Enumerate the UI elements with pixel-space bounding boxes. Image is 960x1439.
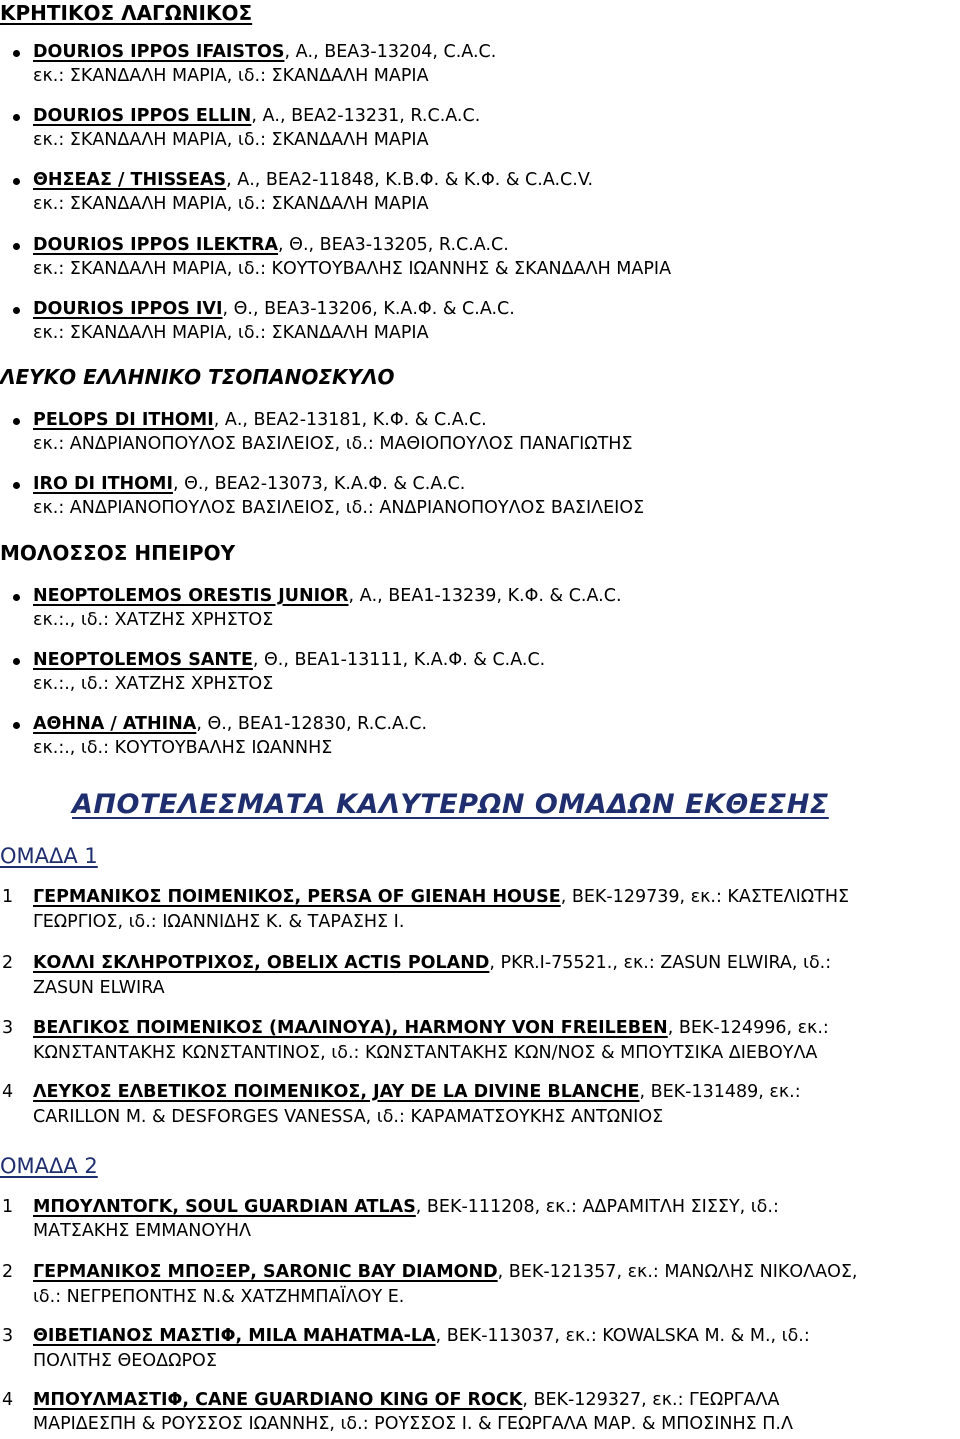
- dog-info: , Θ., ΒΕΑ2-13073, Κ.Α.Φ. & C.A.C.: [172, 474, 466, 494]
- dog-info: , Α., ΒΕΑ2-13231, R.C.A.C.: [251, 106, 481, 126]
- bullet-icon: [13, 307, 20, 314]
- result-info: , ΒΕΚ-113037, εκ.: KOWALSKA M. & M., ιδ.:: [435, 1326, 810, 1346]
- result-line: [33, 1392, 779, 1410]
- result-name: ΜΠΟΥΛΜΑΣΤΙΦ, CANE GUARDIANO KING OF ROCK: [33, 1390, 523, 1410]
- group-title: ΟΜΑΔΑ 1: [0, 844, 98, 868]
- entry-header: [33, 412, 487, 430]
- rank-number: 2: [2, 953, 14, 973]
- rank-number: 4: [2, 1082, 14, 1102]
- dog-name: DOURIOS IPPOS IFAISTOS: [33, 42, 285, 62]
- dog-info: , Θ., ΒΕΑ3-13206, Κ.Α.Φ. & C.A.C.: [222, 299, 515, 319]
- result-name: ΚΟΛΛΙ ΣΚΛΗΡΟΤΡΙΧΟΣ, OBELIX ACTIS POLAND: [33, 953, 490, 973]
- result-info: , PKR.I-75521., εκ.: ZASUN ELWIRA, ιδ.:: [489, 953, 832, 973]
- result-line: [33, 1264, 857, 1282]
- bullet-icon: [13, 50, 20, 57]
- bullet-icon: [13, 418, 20, 425]
- dog-info: , Α., ΒΕΑ3-13204, C.A.C.: [284, 42, 497, 62]
- dog-name: NEOPTOLEMOS ORESTIS JUNIOR: [33, 586, 349, 606]
- result-name: ΒΕΛΓΙΚΟΣ ΠΟΙΜΕΝΙΚΟΣ (ΜΑΛΙΝΟΥΑ), HARMONY VON FREILEBEN: [33, 1018, 668, 1038]
- result-info: , ΒΕΚ-124996, εκ.:: [667, 1018, 829, 1038]
- result-name: ΓΕΡΜΑΝΙΚΟΣ ΠΟΙΜΕΝΙΚΟΣ, PERSA OF GIENAH HOUSE: [33, 887, 561, 907]
- entry-details: εκ.: ΑΝΔΡΙΑΝΟΠΟΥΛΟΣ ΒΑΣΙΛΕΙΟΣ, ιδ.: ΜΑΘΙΟΠΟΥΛΟΣ ΠΑΝΑΓΙΩΤΗΣ: [33, 434, 633, 454]
- entry-header: [33, 237, 509, 255]
- result-line: [33, 1199, 779, 1217]
- entry-header: [33, 172, 593, 190]
- bullet-icon: [13, 658, 20, 665]
- dog-name: ΘΗΣΕΑΣ / THISSEAS: [33, 170, 227, 190]
- result-owners: ιδ.: ΝΕΓΡΕΠΟΝΤΗΣ Ν.& ΧΑΤΖΗΜΠΑΪΛΟΥ Ε.: [33, 1287, 405, 1307]
- dog-name: NEOPTOLEMOS SANTE: [33, 650, 253, 670]
- bullet-icon: [13, 594, 20, 601]
- entry-header: [33, 652, 545, 670]
- entry-header: [33, 716, 427, 734]
- entry-details: εκ.: ΣΚΑΝΔΑΛΗ ΜΑΡΙΑ, ιδ.: ΚΟΥΤΟΥΒΑΛΗΣ ΙΩΑΝΝΗΣ & ΣΚΑΝΔΑΛΗ ΜΑΡΙΑ: [33, 259, 672, 279]
- result-owners: CARILLON M. & DESFORGES VANESSA, ιδ.: ΚΑΡΑΜΑΤΣΟΥΚΗΣ ΑΝΤΩΝΙΟΣ: [33, 1107, 664, 1127]
- dog-info: , Α., ΒΕΑ2-11848, Κ.Β.Φ. & Κ.Φ. & C.A.C.V.: [226, 170, 594, 190]
- result-owners: ΓΕΩΡΓΙΟΣ, ιδ.: ΙΩΑΝΝΙΔΗΣ Κ. & ΤΑΡΑΣΗΣ Ι.: [33, 912, 405, 932]
- entry-details: εκ.:., ιδ.: ΧΑΤΖΗΣ ΧΡΗΣΤΟΣ: [33, 610, 274, 630]
- bullet-icon: [13, 243, 20, 250]
- bullet-icon: [13, 482, 20, 489]
- rank-number: 3: [2, 1326, 14, 1346]
- entry-details: εκ.: ΣΚΑΝΔΑΛΗ ΜΑΡΙΑ, ιδ.: ΣΚΑΝΔΑΛΗ ΜΑΡΙΑ: [33, 66, 429, 86]
- entry-header: [33, 588, 622, 606]
- result-line: [33, 1328, 810, 1346]
- dog-name: IRO DI ITHOMI: [33, 474, 173, 494]
- entry-details: εκ.: ΣΚΑΝΔΑΛΗ ΜΑΡΙΑ, ιδ.: ΣΚΑΝΔΑΛΗ ΜΑΡΙΑ: [33, 323, 429, 343]
- entry-details: εκ.:., ιδ.: ΧΑΤΖΗΣ ΧΡΗΣΤΟΣ: [33, 674, 274, 694]
- result-line: [33, 955, 831, 973]
- entry-header: [33, 44, 496, 62]
- dog-info: , Θ., ΒΕΑ1-13111, Κ.Α.Φ. & C.A.C.: [252, 650, 546, 670]
- result-info: , ΒΕΚ-121357, εκ.: ΜΑΝΩΛΗΣ ΝΙΚΟΛΑΟΣ,: [497, 1262, 858, 1282]
- bullet-icon: [13, 114, 20, 121]
- rank-number: 1: [2, 887, 14, 907]
- section-title: ΜΟΛΟΣΣΟΣ ΗΠΕΙΡΟΥ: [0, 541, 236, 565]
- entry-header: [33, 476, 465, 494]
- result-owners: ΠΟΛΙΤΗΣ ΘΕΟΔΩΡΟΣ: [33, 1351, 217, 1371]
- rank-number: 1: [2, 1197, 14, 1217]
- result-owners: ΜΑΤΣΑΚΗΣ ΕΜΜΑΝΟΥΗΛ: [33, 1221, 251, 1241]
- section-title: ΛΕΥΚΟ ΕΛΛΗΝΙΚΟ ΤΣΟΠΑΝΟΣΚΥΛΟ: [0, 365, 395, 389]
- rank-number: 4: [2, 1390, 14, 1410]
- dog-info: , Θ., ΒΕΑ1-12830, R.C.A.C.: [196, 714, 428, 734]
- group-title: ΟΜΑΔΑ 2: [0, 1154, 98, 1178]
- result-name: ΜΠΟΥΛΝΤΟΓΚ, SOUL GUARDIAN ATLAS: [33, 1197, 416, 1217]
- result-info: , ΒΕΚ-131489, εκ.:: [639, 1082, 801, 1102]
- dog-name: DOURIOS IPPOS IVI: [33, 299, 223, 319]
- result-line: [33, 1084, 801, 1102]
- dog-info: , Θ., ΒΕΑ3-13205, R.C.A.C.: [278, 235, 509, 255]
- results-title: ΑΠΟΤΕΛΕΣΜΑΤΑ ΚΑΛΥΤΕΡΩΝ ΟΜΑΔΩΝ ΕΚΘΕΣΗΣ: [72, 789, 829, 820]
- entry-details: εκ.: ΣΚΑΝΔΑΛΗ ΜΑΡΙΑ, ιδ.: ΣΚΑΝΔΑΛΗ ΜΑΡΙΑ: [33, 194, 429, 214]
- bullet-icon: [13, 722, 20, 729]
- dog-name: ΑΘΗΝΑ / ATHINA: [33, 714, 197, 734]
- result-info: , ΒΕΚ-111208, εκ.: ΑΔΡΑΜΙΤΛΗ ΣΙΣΣΥ, ιδ.:: [415, 1197, 779, 1217]
- entry-header: [33, 301, 515, 319]
- rank-number: 2: [2, 1262, 14, 1282]
- result-name: ΘΙΒΕΤΙΑΝΟΣ ΜΑΣΤΙΦ, MILA MAHATMA-LA: [33, 1326, 436, 1346]
- result-info: , ΒΕΚ-129327, εκ.: ΓΕΩΡΓΑΛΑ: [522, 1390, 780, 1410]
- result-line: [33, 889, 849, 907]
- entry-details: εκ.: ΣΚΑΝΔΑΛΗ ΜΑΡΙΑ, ιδ.: ΣΚΑΝΔΑΛΗ ΜΑΡΙΑ: [33, 130, 429, 150]
- result-name: ΓΕΡΜΑΝΙΚΟΣ ΜΠΟΞΕΡ, SARONIC BAY DIAMOND: [33, 1262, 498, 1282]
- bullet-icon: [13, 178, 20, 185]
- result-owners: ΚΩΝΣΤΑΝΤΑΚΗΣ ΚΩΝΣΤΑΝΤΙΝΟΣ, ιδ.: ΚΩΝΣΤΑΝΤΑΚΗΣ ΚΩΝ/ΝΟΣ & ΜΠΟΥΤΣΙΚΑ ΔΙΕΒΟΥΛΑ: [33, 1043, 818, 1063]
- entry-details: εκ.:., ιδ.: ΚΟΥΤΟΥΒΑΛΗΣ ΙΩΑΝΝΗΣ: [33, 738, 333, 758]
- entry-details: εκ.: ΑΝΔΡΙΑΝΟΠΟΥΛΟΣ ΒΑΣΙΛΕΙΟΣ, ιδ.: ΑΝΔΡΙΑΝΟΠΟΥΛΟΣ ΒΑΣΙΛΕΙΟΣ: [33, 498, 645, 518]
- dog-info: , Α., ΒΕΑ1-13239, Κ.Φ. & C.A.C.: [348, 586, 622, 606]
- result-line: [33, 1020, 829, 1038]
- result-owners: ZASUN ELWIRA: [33, 978, 165, 998]
- section-title: ΚΡΗΤΙΚΟΣ ΛΑΓΩΝΙΚΟΣ: [0, 1, 253, 25]
- rank-number: 3: [2, 1018, 14, 1038]
- dog-name: PELOPS DI ITHOMI: [33, 410, 214, 430]
- result-info: , ΒΕΚ-129739, εκ.: ΚΑΣΤΕΛΙΩΤΗΣ: [560, 887, 850, 907]
- result-owners: ΜΑΡΙΔΕΣΠΗ & ΡΟΥΣΣΟΣ ΙΩΑΝΝΗΣ, ιδ.: ΡΟΥΣΣΟΣ Ι. & ΓΕΩΡΓΑΛΑ ΜΑΡ. & ΜΠΟΣΙΝΗΣ Π.Λ: [33, 1414, 793, 1434]
- dog-name: DOURIOS IPPOS ILEKTRA: [33, 235, 279, 255]
- entry-header: [33, 108, 480, 126]
- dog-name: DOURIOS IPPOS ELLIN: [33, 106, 252, 126]
- result-name: ΛΕΥΚΟΣ ΕΛΒΕΤΙΚΟΣ ΠΟΙΜΕΝΙΚΟΣ, JAY DE LA DIVINE BLANCHE: [33, 1082, 640, 1102]
- dog-info: , Α., ΒΕΑ2-13181, Κ.Φ. & C.A.C.: [213, 410, 487, 430]
